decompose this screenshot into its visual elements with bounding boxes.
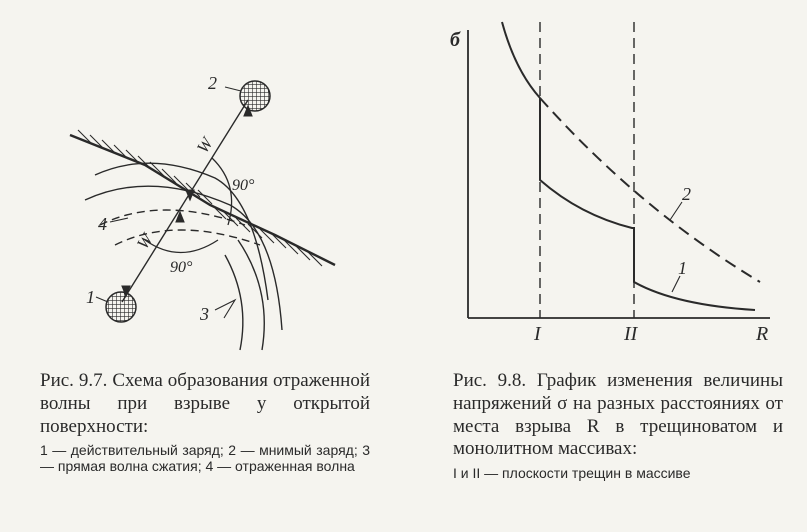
figure-9-8-caption xyxy=(453,370,783,481)
direct-wave-arcs xyxy=(225,240,264,350)
curve-2-dashed xyxy=(540,98,760,282)
figure-9-8-graph xyxy=(410,0,807,360)
x-tick-I: I xyxy=(534,323,541,345)
label-wave-4: 4 xyxy=(98,214,107,234)
x-tick-II: II xyxy=(624,323,638,345)
y-axis-label: б xyxy=(450,29,460,51)
real-charge xyxy=(106,292,136,322)
caption-title: Рис. 9.7. Схема образования отраженной волны при взрыве у открытой поверхности: xyxy=(40,370,370,437)
label-wave-3: 3 xyxy=(200,304,209,324)
figure-9-7-diagram xyxy=(0,0,400,360)
label-curve-2: 2 xyxy=(682,184,691,204)
label-angle-lower: 90° xyxy=(170,259,193,276)
imaginary-charge xyxy=(240,81,270,111)
figure-9-7-caption xyxy=(40,370,370,475)
label-charge-1: 1 xyxy=(86,287,95,307)
label-charge-2: 2 xyxy=(208,73,217,93)
x-axis-label: R xyxy=(756,323,769,345)
label-w-upper: W xyxy=(193,134,217,157)
caption-legend: I и II — плоскости трещин в массиве xyxy=(453,465,691,482)
label-w-lower: W xyxy=(133,230,157,253)
caption-title: Рис. 9.8. График изменения величины напряжений σ на разных расстояниях от места взрыва R в трещиноватом и монолитном массивах: xyxy=(453,370,783,460)
caption-legend: 1 — действительный заряд; 2 — мнимый заряд; 3 — прямая волна сжатия; 4 — отраженная волна xyxy=(40,442,370,475)
label-angle-upper: 90° xyxy=(232,177,255,194)
label-curve-1: 1 xyxy=(678,258,687,278)
curve-2 xyxy=(502,22,540,98)
curve-1 xyxy=(540,98,755,310)
